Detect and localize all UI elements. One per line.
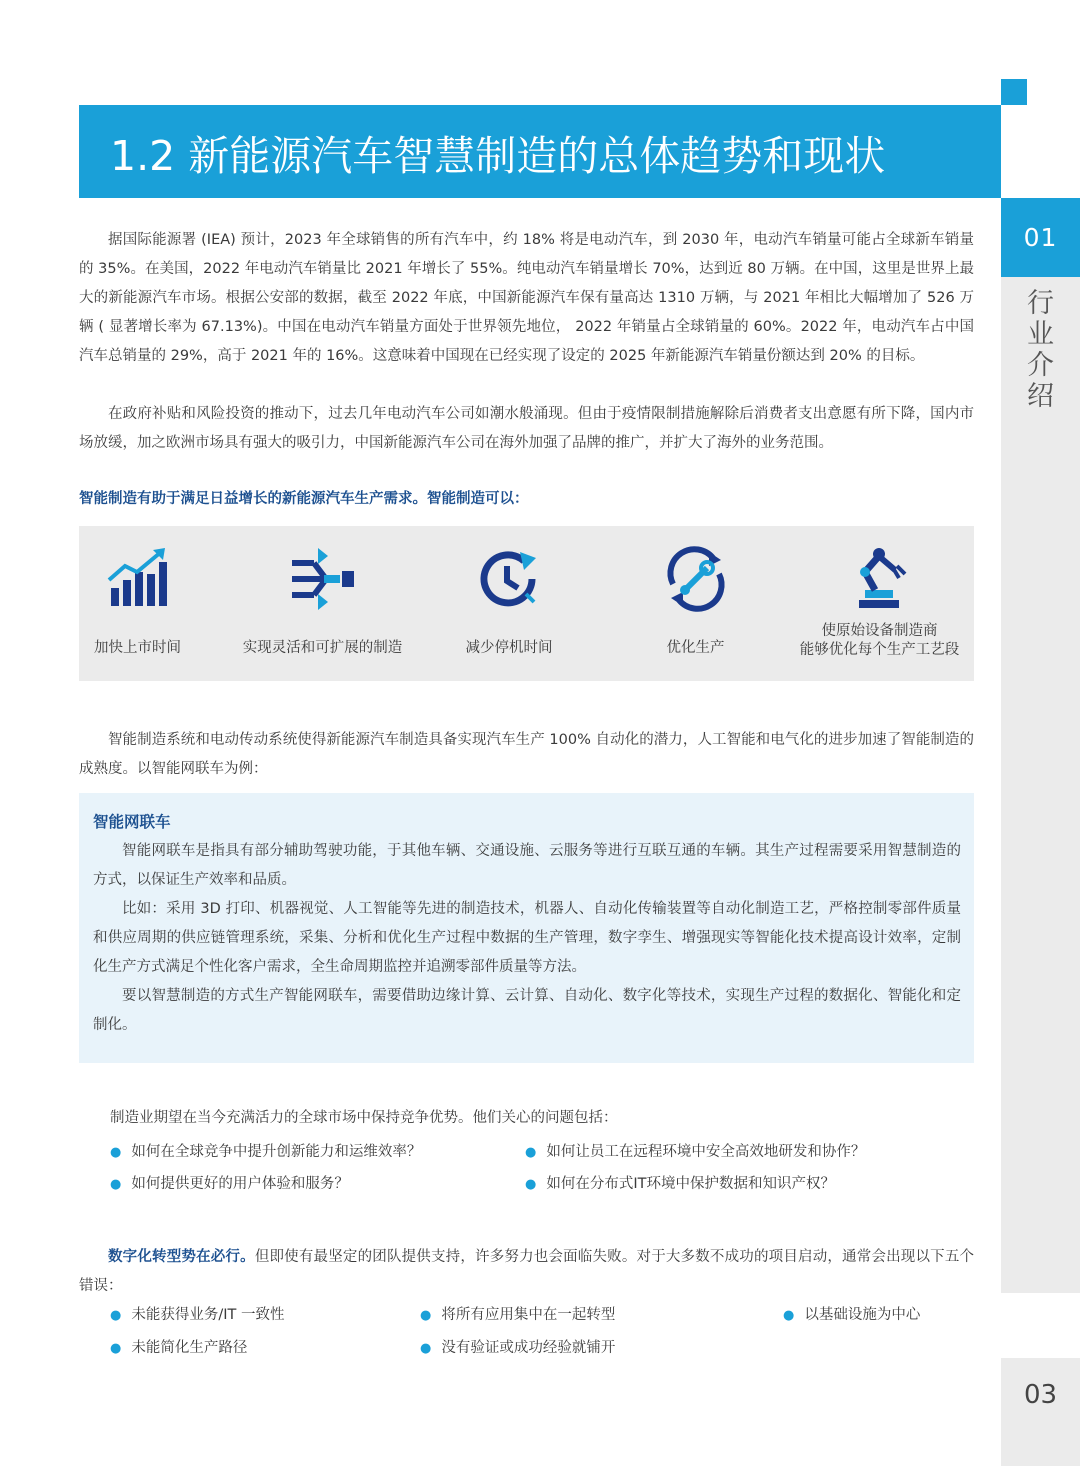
feature-label: 实现灵活和可扩展的制造	[242, 640, 403, 656]
list-item: ● 如何提供更好的用户体验和服务？	[110, 1176, 349, 1192]
chart-growth-icon	[103, 544, 173, 614]
callout-paragraph: 要以智慧制造的方式生产智能网联车，需要借助边缘计算、云计算、自动化、数字化等技术，实现生产过程的数据化、智能化和定制化。	[93, 988, 961, 1033]
feature-label: 优化生产	[666, 640, 725, 656]
page-number-panel	[1001, 1358, 1080, 1466]
callout-title: 智能网联车	[93, 813, 171, 831]
clock-refresh-icon	[474, 544, 544, 614]
callout-paragraph: 智能网联车是指具有部分辅助驾驶功能，于其他车辆、交通设施、云服务等进行互联互通的车辆。其生产过程需要采用智慧制造的方式，以保证生产效率和品质。	[93, 843, 961, 888]
feature-oem-optimize	[785, 526, 974, 681]
paragraph-investment: 在政府补贴和风险投资的推动下，过去几年电动汽车公司如潮水般涌现。但由于疫情限制措施解除后消费者支出意愿有所下降，国内市场放缓，加之欧洲市场具有强大的吸引力，中国新能源汽车公司在海外加强了品牌的推广，并扩大了海外的业务范围。	[79, 406, 974, 451]
feature-reduce-downtime	[442, 526, 576, 681]
bullet-icon: ●	[525, 1177, 537, 1192]
feature-optimize-production	[629, 526, 762, 681]
page-number: 03	[1023, 1380, 1058, 1410]
feature-label: 使原始设备制造商 能够优化每个生产工艺段	[799, 623, 960, 658]
bullet-icon: ●	[110, 1177, 122, 1192]
benefits-panel	[79, 526, 974, 681]
feature-time-to-market	[79, 526, 196, 681]
paragraph-automation: 智能制造系统和电动传动系统使得新能源汽车制造具备实现汽车生产 100% 自动化的潜力，人工智能和电气化的进步加速了智能制造的成熟度。以智能网联车为例：	[79, 732, 974, 777]
list-item: ● 以基础设施为中心	[783, 1307, 921, 1323]
callout-paragraph: 比如：采用 3D 打印、机器视觉、人工智能等先进的制造技术，机器人、自动化传输装置等自动化制造工艺，严格控制零部件质量和供应周期的供应链管理系统，采集、分析和优化生产过程中数据的生产管理，数字孪生、增强现实等智能化技术提高设计效率，定制化生产方式满足个性化客户需求，全生命周期监控并追溯零部件质量等方法。	[93, 901, 961, 975]
bullet-icon: ●	[110, 1308, 122, 1323]
list-item: ● 未能获得业务/IT 一致性	[110, 1307, 285, 1323]
highlight-text: 数字化转型势在必行。	[108, 1249, 255, 1265]
page-title: 1.2 新能源汽车智慧制造的总体趋势和现状	[110, 132, 886, 180]
chapter-title: 行 业 介 绍	[1027, 288, 1054, 412]
list-item: ● 未能简化生产路径	[110, 1340, 248, 1356]
split-arrows-icon	[288, 544, 358, 614]
concerns-intro: 制造业期望在当今充满活力的全球市场中保持竞争优势。他们关心的问题包括：	[110, 1110, 618, 1126]
section-subhead: 智能制造有助于满足日益增长的新能源汽车生产需求。智能制造可以：	[79, 491, 529, 507]
bullet-icon: ●	[783, 1308, 795, 1323]
feature-label: 减少停机时间	[465, 640, 553, 656]
accent-square	[1001, 79, 1027, 105]
bullet-icon: ●	[525, 1145, 537, 1160]
feature-flexible-manufacturing	[225, 526, 420, 681]
list-item: ● 如何在分布式IT环境中保护数据和知识产权？	[525, 1176, 835, 1192]
wrench-cycle-icon	[661, 544, 731, 614]
bullet-icon: ●	[110, 1341, 122, 1356]
feature-label: 加快上市时间	[94, 640, 181, 656]
list-item: ● 如何让员工在远程环境中安全高效地研发和协作？	[525, 1144, 866, 1160]
bullet-icon: ●	[420, 1308, 432, 1323]
list-item: ● 如何在全球竞争中提升创新能力和运维效率？	[110, 1144, 422, 1160]
list-item: ● 将所有应用集中在一起转型	[420, 1307, 616, 1323]
bullet-icon: ●	[420, 1341, 432, 1356]
paragraph-market-data: 据国际能源署 (IEA) 预计，2023 年全球销售的所有汽车中，约 18% 将是电动汽车，到 2030 年，电动汽车销量可能占全球新车销量的 35%。在美国，2022 年电动汽车销量比 2021 年增长了 55%。纯电动汽车销量增长 70%，达到近 80 万辆。在中国，这里是世界上最大的新能源汽车市场。根据公安部的数据，截至 2022 年底，中国新能源汽车保有量高达 1310 万辆，与 2021 年相比大幅增加了 526 万辆 ( 显著增长率为 67.13%)。中国在电动汽车销量方面处于世界领先地位， 2022 年销量占全球销量的 60%。2022 年，电动汽车占中国汽车总销量的 29%，高于 2021 年的 16%。这意味着中国现在已经实现了设定的 2025 年新能源汽车销量份额达到 20% 的目标。	[79, 232, 974, 364]
bullet-icon: ●	[110, 1145, 122, 1160]
paragraph-digital-transformation: 数字化转型势在必行。但即使有最坚定的团队提供支持，许多努力也会面临失败。对于大多数不成功的项目启动，通常会出现以下五个错误：	[79, 1249, 974, 1294]
robot-arm-icon	[845, 544, 915, 614]
list-item: ● 没有验证或成功经验就铺开	[420, 1340, 616, 1356]
chapter-number: 01	[1001, 198, 1080, 277]
